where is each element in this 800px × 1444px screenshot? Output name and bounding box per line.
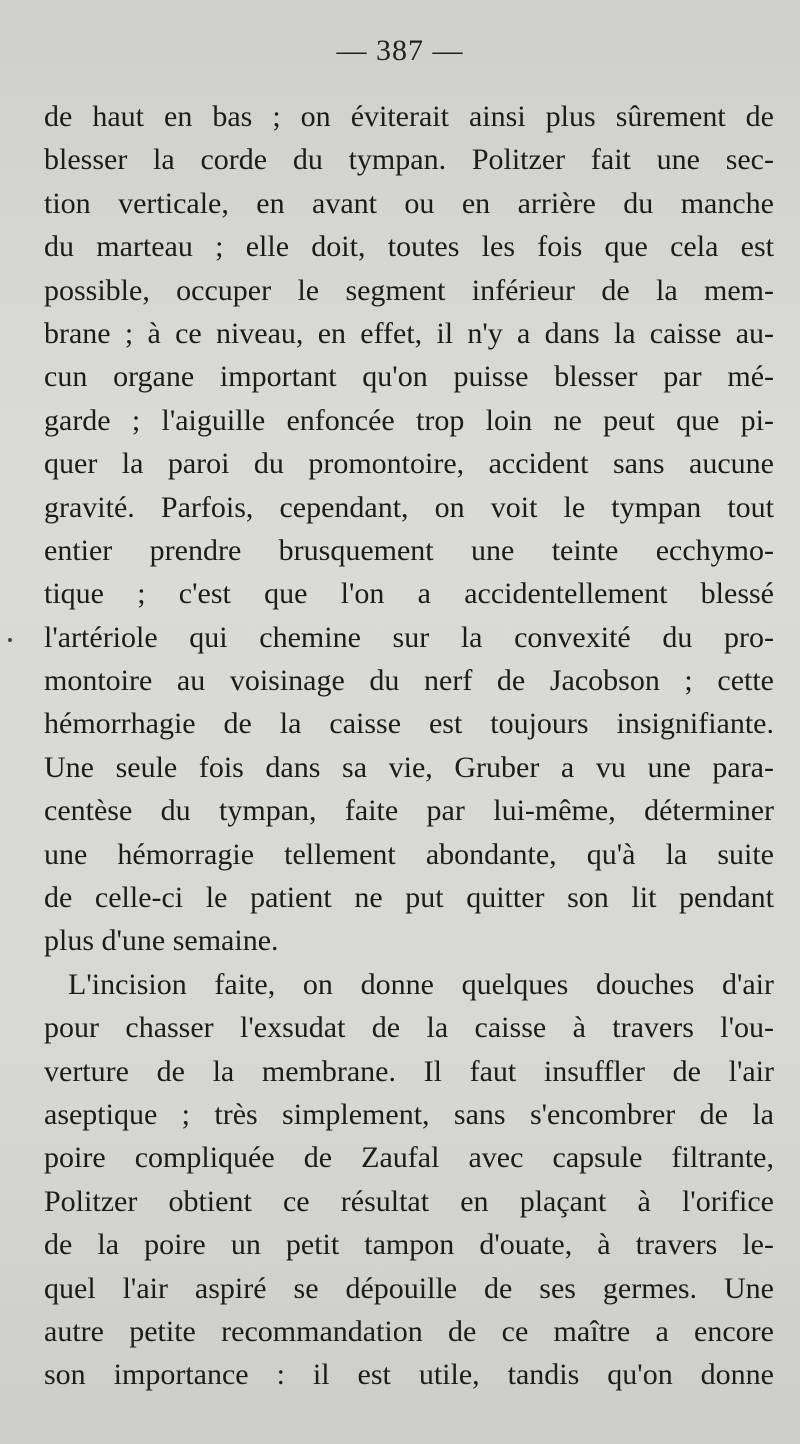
text-line: l'artériole qui chemine sur la convexité du pro- bbox=[44, 620, 774, 654]
text-line: quer la paroi du promontoire, accident sans aucune bbox=[44, 447, 774, 481]
text-line: quel l'air aspiré se dépouille de ses germes. Une bbox=[44, 1271, 774, 1305]
text-line: pour chasser l'exsudat de la caisse à travers l'ou- bbox=[44, 1011, 774, 1045]
text-line: poire compliquée de Zaufal avec capsule filtrante, bbox=[44, 1141, 774, 1175]
text-line-paragraph-start: L'incision faite, on donne quelques douches d'air bbox=[68, 967, 774, 1001]
text-line: verture de la membrane. Il faut insuffler de l'air bbox=[44, 1054, 774, 1088]
page-number: — 387 — bbox=[336, 34, 464, 67]
text-line: autre petite recommandation de ce maître a encore bbox=[44, 1314, 774, 1348]
text-line: une hémorragie tellement abondante, qu'à la suite bbox=[44, 837, 774, 871]
text-line: cun organe important qu'on puisse blesser par mé- bbox=[44, 360, 774, 394]
text-line: brane ; à ce niveau, en effet, il n'y a dans la caisse au- bbox=[44, 316, 774, 350]
text-line: blesser la corde du tympan. Politzer fait une sec- bbox=[44, 143, 774, 177]
text-line: de celle-ci le patient ne put quitter son lit pendant bbox=[44, 881, 774, 915]
text-line: tion verticale, en avant ou en arrière du manche bbox=[44, 186, 774, 220]
body-text bbox=[44, 95, 774, 1397]
text-line: du marteau ; elle doit, toutes les fois que cela est bbox=[44, 230, 774, 264]
text-line: de la poire un petit tampon d'ouate, à travers le- bbox=[44, 1228, 774, 1262]
text-line: entier prendre brusquement une teinte ecchymo- bbox=[44, 533, 774, 567]
text-line: gravité. Parfois, cependant, on voit le tympan tout bbox=[44, 490, 774, 524]
text-line: garde ; l'aiguille enfoncée trop loin ne peut que pi- bbox=[44, 403, 774, 437]
text-line: centèse du tympan, faite par lui-même, déterminer bbox=[44, 794, 774, 828]
text-line: son importance : il est utile, tandis qu'on donne bbox=[44, 1358, 774, 1392]
text-line: Politzer obtient ce résultat en plaçant à l'orifice bbox=[44, 1184, 774, 1218]
text-line: hémorrhagie de la caisse est toujours insignifiante. bbox=[44, 707, 774, 741]
text-line: aseptique ; très simplement, sans s'encombrer de la bbox=[44, 1097, 774, 1131]
text-line-paragraph-end: plus d'une semaine. bbox=[44, 924, 279, 958]
text-line: Une seule fois dans sa vie, Gruber a vu une para- bbox=[44, 750, 774, 784]
text-line: montoire au voisinage du nerf de Jacobson ; cette bbox=[44, 664, 774, 698]
margin-mark bbox=[8, 638, 12, 642]
text-line: tique ; c'est que l'on a accidentellement blessé bbox=[44, 577, 774, 611]
text-line: possible, occuper le segment inférieur de la mem- bbox=[44, 273, 774, 307]
text-line: de haut en bas ; on éviterait ainsi plus sûrement de bbox=[44, 100, 774, 133]
